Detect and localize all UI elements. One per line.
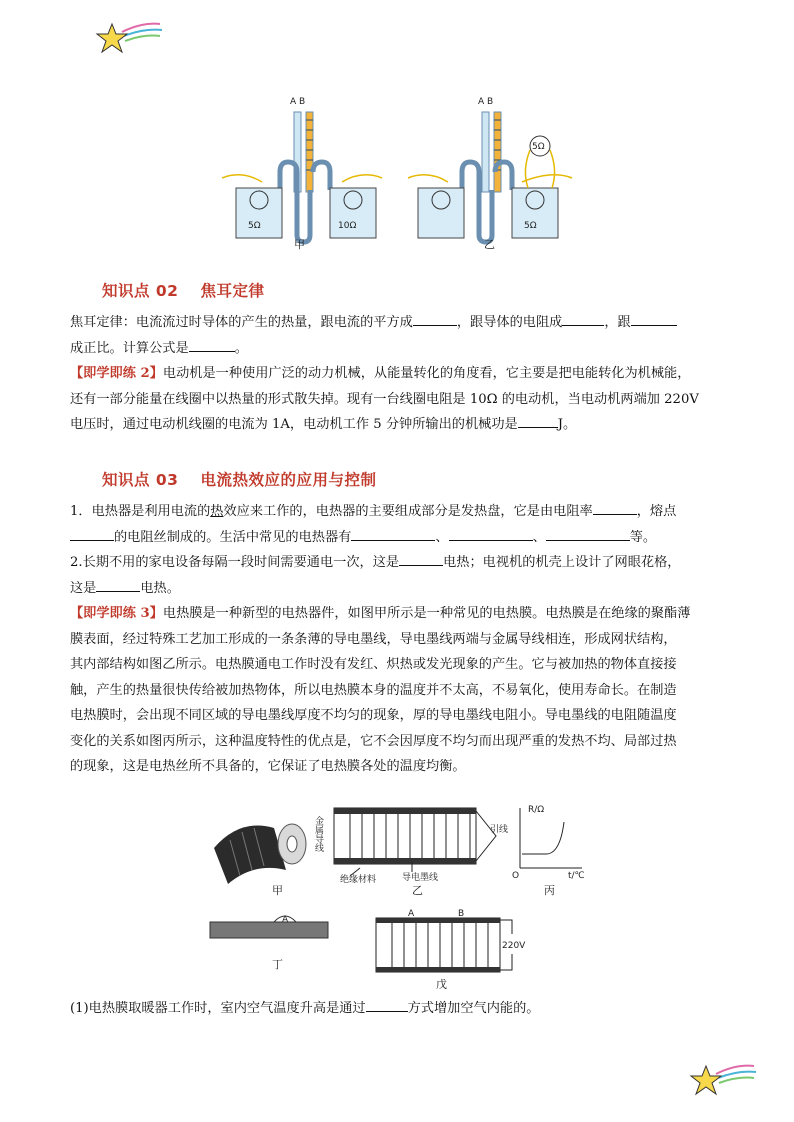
svg-text:O: O	[512, 871, 520, 881]
blank[interactable]	[399, 551, 443, 566]
blank[interactable]	[70, 526, 114, 541]
svg-text:引线: 引线	[490, 825, 509, 835]
svg-text:t/℃: t/℃	[568, 871, 585, 881]
star-icon	[686, 1056, 758, 1102]
star-icon	[92, 14, 164, 60]
svg-text:丙: 丙	[544, 884, 555, 897]
question-1: (1)电热膜取暖器工作时，室内空气温度升高是通过 方式增加空气内能的。	[70, 996, 726, 1022]
svg-text:5Ω: 5Ω	[524, 221, 537, 231]
svg-text:5Ω: 5Ω	[532, 142, 545, 152]
film-roll	[214, 826, 286, 885]
film-cross-section	[210, 922, 328, 938]
caption-yi: 乙	[484, 238, 495, 250]
blank[interactable]	[96, 577, 140, 592]
svg-text:导电墨线: 导电墨线	[402, 873, 439, 883]
label-ab: A B	[290, 97, 306, 107]
section-02-text: 焦耳定律：电流流过时导体的产生的热量，跟电流的平方成 ，跟导体的电阻成 ，跟 成正比。计算公式是 。 【即学即练 2】电动机是一种使用广泛的动力机械，从能量转化的角度看，它主要是把电能转化为机械能， 还有一部分能量在线圈中以热量的形式散失掉。现有一台线圈电阻是 10Ω 的电动机，当电动机两端加 220V 电压时，通过电动机线圈的电流为 1A，电动机工作 5 分钟所输出的机械功是 J。	[70, 310, 726, 438]
film-circuit	[376, 918, 500, 972]
resistance-temperature-graph	[520, 808, 582, 868]
svg-text:乙: 乙	[412, 884, 423, 897]
blank[interactable]	[413, 311, 457, 326]
svg-text:金属导线: 金属导线	[313, 816, 323, 852]
joule-apparatus-figure	[222, 90, 582, 250]
svg-text:A: A	[282, 915, 289, 925]
section-03-text: 1．电热器是利用电流的热效应来工作的，电热器的主要组成部分是发热盘，它是由电阻率 ，熔点 的电阻丝制成的。生活中常见的电热器有 、 、 等。 2.长期不用的家电设备每隔一段时间需要通电一次，这是 电热；电视机的机壳上设计了网眼花格， 这是 电热。 【即学即练 3】电热膜是一种新型的电热器件，如图甲所示是一种常见的电热膜。电热膜是在绝缘的聚酯薄 膜表面，经过特殊工艺加工形成的一条条薄的导电墨线，导电墨线两端与金属导线相连，形成网状结构， 其内部结构如图乙所示。电热膜通电工作时没有发红、炽热或发光现象的产生。它与被加热的物体直接接 触，产生的热量很快传给被加热物体，所以电热膜本身的温度并不太高，不易氧化，使用寿命长。在制造 电热膜时，会出现不同区域的导电墨线厚度不均匀的现象，厚的导电墨线电阻小。导电墨线的电阻随温度 变化的关系如图丙所示，这种温度特性的优点是，它不会因厚度不均匀而出现严重的发热不均、局部过热 的现象，这是电热丝所不具备的，它保证了电热膜各处的温度均衡。	[70, 499, 726, 780]
exercise-tag: 【即学即练 3】	[70, 606, 163, 621]
svg-text:5Ω: 5Ω	[248, 221, 261, 231]
blank[interactable]	[593, 500, 637, 515]
blank[interactable]	[562, 311, 604, 326]
section-heading-03: 知识点 03 电流热效应的应用与控制	[102, 471, 377, 489]
heating-film-figure	[200, 798, 600, 998]
blank[interactable]	[546, 526, 630, 541]
svg-text:A: A	[408, 909, 415, 919]
caption-jia: 甲	[294, 238, 305, 250]
svg-text:B: B	[458, 909, 465, 919]
exercise-tag: 【即学即练 2】	[70, 366, 163, 381]
blank[interactable]	[631, 311, 677, 326]
svg-text:绝缘材料: 绝缘材料	[340, 875, 377, 885]
film-structure	[334, 808, 476, 864]
svg-text:丁: 丁	[272, 958, 283, 971]
blank[interactable]	[189, 337, 235, 352]
svg-text:10Ω: 10Ω	[338, 221, 357, 231]
svg-text:戊: 戊	[436, 978, 447, 991]
blank[interactable]	[518, 413, 558, 428]
svg-text:220V: 220V	[502, 941, 526, 951]
svg-text:A B: A B	[478, 97, 494, 107]
blank[interactable]	[366, 997, 408, 1012]
svg-text:甲: 甲	[272, 884, 283, 897]
svg-text:R/Ω: R/Ω	[528, 805, 545, 815]
blank[interactable]	[449, 526, 533, 541]
section-heading-02: 知识点 02 焦耳定律	[102, 282, 265, 300]
blank[interactable]	[351, 526, 435, 541]
